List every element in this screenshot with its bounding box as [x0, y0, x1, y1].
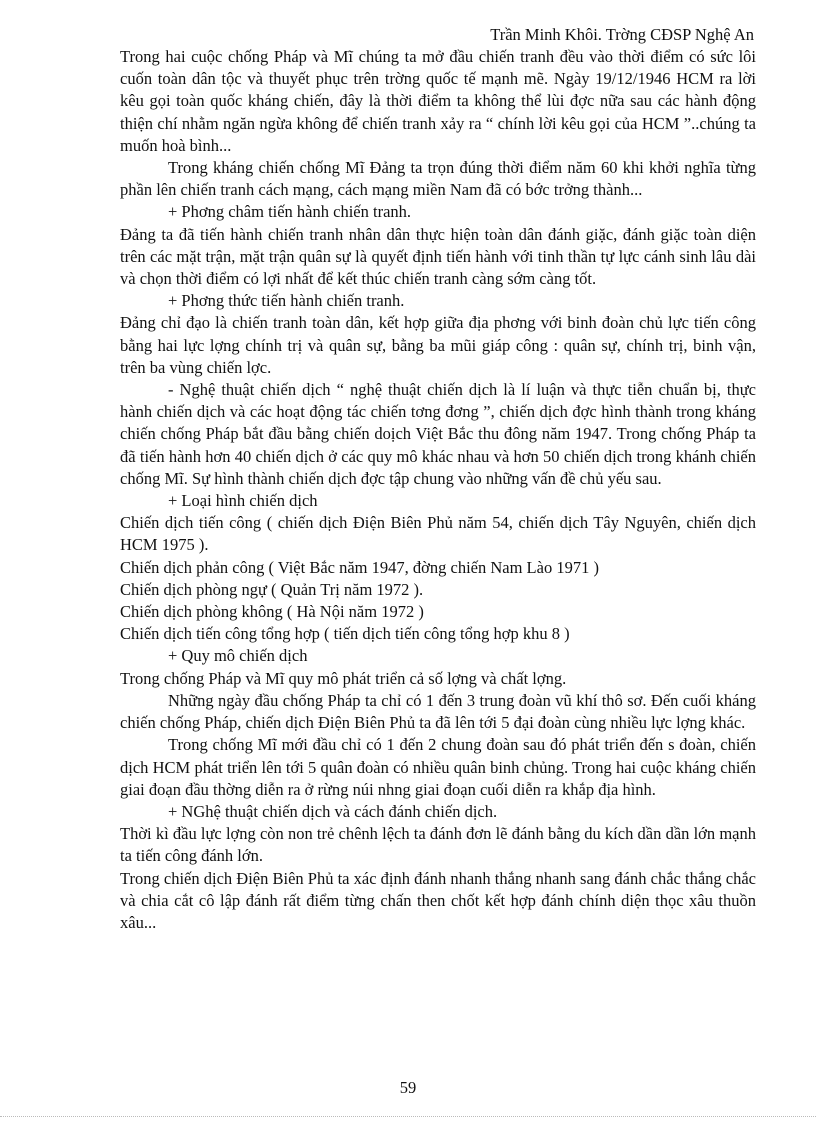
paragraph: Trong chống Mĩ mới đầu chỉ có 1 đến 2 chung đoàn sau đó phát triển đến s đoàn, chiến dịch HCM phát triển lên tới 5 quân đoàn có nhiều quân binh chủng. Trong hai cuộc kháng chiến giai đoạn đầu thờng diễn ra ở rừng núi nhng giai đoạn cuối diễn ra khắp địa hình.: [120, 735, 756, 799]
page-number: 59: [399, 1078, 417, 1097]
paragraph: Đảng chỉ đạo là chiến tranh toàn dân, kết hợp giữa địa phơng với binh đoàn chủ lực tiến công bằng hai lực lợng chính trị và quân sự, bằng ba mũi giáp công : quân sự, chính trị, binh vận, trên ba vùng chiến lợc.: [120, 313, 756, 377]
list-item: Chiến dịch phòng không ( Hà Nội năm 1972 ): [120, 602, 424, 622]
subheading: + Phơng thức tiến hành chiến tranh.: [168, 291, 405, 311]
subheading: + Quy mô chiến dịch: [168, 646, 308, 666]
page-bottom-rule: [0, 1116, 816, 1117]
running-header: Trần Minh Khôi. Trờng CĐSP Nghệ An: [490, 25, 754, 44]
paragraph: Thời kì đầu lực lợng còn non trẻ chênh lệch ta đánh đơn lẽ đánh bằng du kích dần dần lớn mạnh ta tiến công đánh lớn.: [120, 824, 756, 866]
subheading: + NGhệ thuật chiến dịch và cách đánh chiến dịch.: [168, 801, 498, 821]
list-item: Chiến dịch phản công ( Việt Bắc năm 1947, đờng chiến Nam Lào 1971 ): [120, 557, 599, 577]
paragraph: Đảng ta đã tiến hành chiến tranh nhân dân thực hiện toàn dân đánh giặc, đánh giặc toàn diện trên các mặt trận, mặt trận quân sự là quyết định tiến hành với tinh thần tự lực cánh sinh lâu dài và chọn thời điểm có lợi nhất để kết thúc chiến tranh càng sớm càng tốt.: [120, 224, 756, 289]
body-text: [120, 46, 756, 934]
paragraph: Trong hai cuộc chống Pháp và Mĩ chúng ta mở đầu chiến tranh đều vào thời điểm có sức lôi cuốn toàn dân tộc và thuyết phục trên trờng quốc tế mạnh mẽ. Ngày 19/12/1946 HCM ra lời kêu gọi toàn quốc kháng chiến, đây là thời điểm ta không thể lùi đợc nữa sau các hành động thiện chí nhằm ngăn ngừa không để chiến tranh xảy ra “ chính lời kêu gọi của HCM ”..chúng ta muốn hoà bình...: [120, 47, 756, 155]
paragraph: - Nghệ thuật chiến dịch “ nghệ thuật chiến dịch là lí luận và thực tiễn chuẩn bị, thực hành chiến dịch và các hoạt động tác chiến tơng đơng ”, chiến dịch đợc hình thành trong kháng chiến chống Pháp bắt đầu bằng chiến doịch Việt Bắc thu đông năm 1947. Trong chống Pháp ta đã tiến hành hơn 40 chiến dịch ở các quy mô khác nhau và hơn 50 chiến dịch trong khánh chiến chống Mĩ. Sự hình thành chiến dịch đợc tập chung vào những vấn đề chủ yếu sau.: [120, 380, 756, 488]
paragraph: Trong chống Pháp và Mĩ quy mô phát triển cả số lợng và chất lợng.: [120, 668, 567, 688]
paragraph: Trong chiến dịch Điện Biên Phủ ta xác định đánh nhanh thắng nhanh sang đánh chắc thắng chắc và chia cắt cô lập đánh rất điểm từng chấn then chốt kết hợp đánh chính diện thọc xâu thuồn xâu...: [120, 868, 756, 932]
list-item: Chiến dịch tiến công ( chiến dịch Điện Biên Phủ năm 54, chiến dịch Tây Nguyên, chiến dịch HCM 1975 ).: [120, 513, 756, 555]
paragraph: Những ngày đầu chống Pháp ta chỉ có 1 đến 3 trung đoàn vũ khí thô sơ. Đến cuối kháng chiến chống Pháp, chiến dịch Điện Biên Phủ ta đã lên tới 5 đại đoàn cùng nhiều lực lợng khác.: [120, 690, 756, 733]
list-item: Chiến dịch phòng ngự ( Quản Trị năm 1972 ).: [120, 579, 424, 599]
subheading: + Loại hình chiến dịch: [168, 491, 318, 511]
list-item: Chiến dịch tiến công tổng hợp ( tiến dịch tiến công tổng hợp khu 8 ): [120, 624, 570, 644]
subheading: + Phơng châm tiến hành chiến tranh.: [168, 202, 412, 222]
paragraph: Trong kháng chiến chống Mĩ Đảng ta trọn đúng thời điểm năm 60 khi khởi nghĩa từng phần lên chiến tranh cách mạng, cách mạng miền Nam đã có bớc trởng thành...: [120, 158, 756, 200]
